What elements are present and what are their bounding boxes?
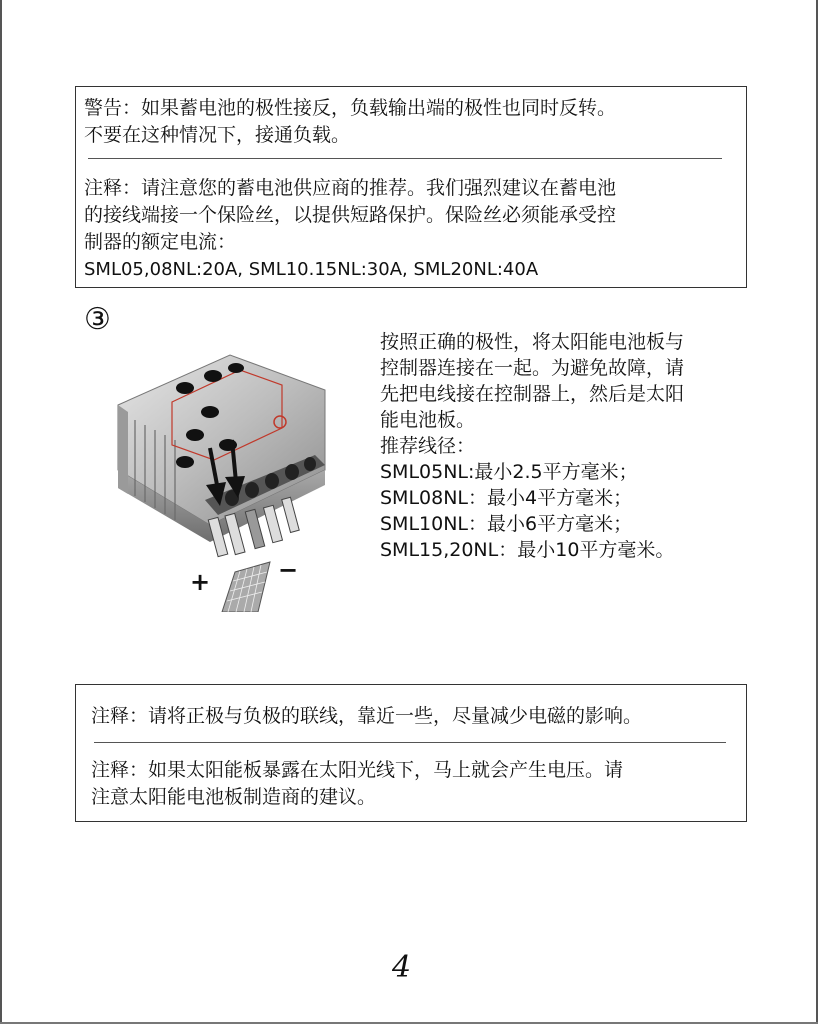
wire-size-sml08: SML08NL：最小4平方毫米；: [380, 487, 633, 509]
controller-body: [118, 355, 325, 557]
voltage-note-line-1: 注释：如果太阳能板暴露在太阳光线下，马上就会产生电压。请: [91, 759, 624, 781]
wire-size-sml15-20: SML15,20NL：最小10平方毫米。: [380, 539, 675, 561]
warning-line-2: 不要在这种情况下，接通负载。: [84, 124, 351, 146]
wire-size-sml10: SML10NL：最小6平方毫米；: [380, 513, 633, 535]
fuse-note-line-1: 注释：请注意您的蓄电池供应商的推荐。我们强烈建议在蓄电池: [84, 177, 617, 199]
step-number: ③: [84, 302, 111, 337]
step-text-line-2: 控制器连接在一起。为避免故障，请: [380, 357, 685, 379]
wire-size-heading: 推荐线径：: [380, 435, 476, 457]
page-number: 4: [392, 950, 412, 985]
controller-wiring-illustration: [110, 350, 345, 612]
fuse-note-line-2: 的接线端接一个保险丝，以提供短路保护。保险丝必须能承受控: [84, 204, 617, 226]
page-border-left: [0, 0, 2, 1024]
fuse-ratings: SML05,08NL:20A, SML10.15NL:30A, SML20NL:40A: [84, 259, 539, 280]
notes-divider: [94, 742, 726, 743]
wire-size-sml05: SML05NL:最小2.5平方毫米；: [380, 461, 638, 483]
step-text-line-1: 按照正确的极性，将太阳能电池板与: [380, 331, 685, 353]
emi-note: 注释：请将正极与负极的联线，靠近一些，尽量减少电磁的影响。: [91, 705, 643, 727]
minus-sign: −: [278, 556, 299, 584]
step-text-line-4: 能电池板。: [380, 409, 476, 431]
plus-sign: +: [190, 568, 211, 596]
step-text-line-3: 先把电线接在控制器上，然后是太阳: [380, 383, 685, 405]
voltage-note-line-2: 注意太阳能电池板制造商的建议。: [91, 786, 377, 808]
solar-panel-icon: [222, 562, 270, 612]
warning-divider: [88, 158, 722, 159]
warning-line-1: 警告：如果蓄电池的极性接反，负载输出端的极性也同时反转。: [84, 97, 617, 119]
fuse-note-line-3: 制器的额定电流：: [84, 231, 237, 253]
